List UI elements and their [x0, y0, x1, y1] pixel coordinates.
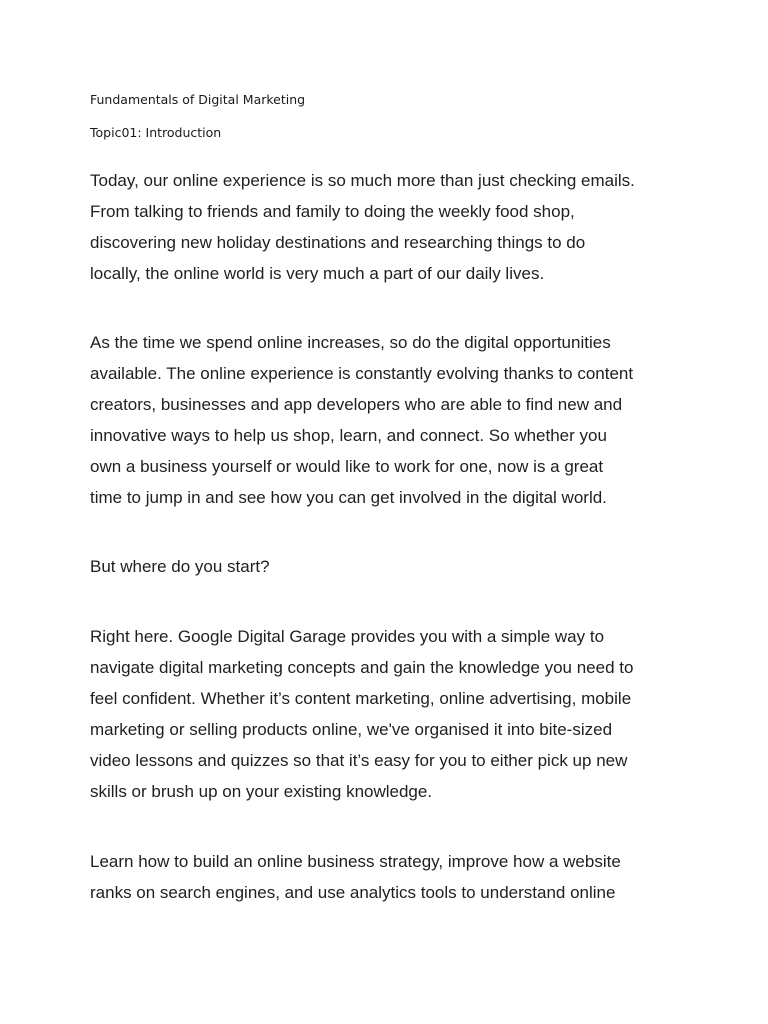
paragraph-opportunities — [90, 327, 690, 513]
text-line: locally, the online world is very much a part of our daily lives. — [90, 264, 545, 283]
text-line: Today, our online experience is so much more than just checking emails. — [90, 171, 635, 190]
text-line: Right here. Google Digital Garage provides you with a simple way to — [90, 627, 605, 646]
paragraph-question — [90, 551, 690, 582]
text-line: skills or brush up on your existing knowledge. — [90, 782, 433, 801]
text-line: innovative ways to help us shop, learn, and connect. So whether you — [90, 426, 607, 445]
text-line: But where do you start? — [90, 557, 270, 576]
document-title: Fundamentals of Digital Marketing — [90, 92, 306, 107]
text-line: As the time we spend online increases, so do the digital opportunities — [90, 333, 611, 352]
text-line: Learn how to build an online business strategy, improve how a website — [90, 852, 621, 871]
text-line: time to jump in and see how you can get involved in the digital world. — [90, 488, 607, 507]
paragraph-learn — [90, 846, 690, 908]
document-subtitle: Topic01: Introduction — [90, 125, 222, 140]
text-line: navigate digital marketing concepts and gain the knowledge you need to — [90, 658, 634, 677]
text-line: From talking to friends and family to doing the weekly food shop, — [90, 202, 575, 221]
text-line: video lessons and quizzes so that it’s easy for you to either pick up new — [90, 751, 628, 770]
text-line: available. The online experience is constantly evolving thanks to content — [90, 364, 634, 383]
text-line: feel confident. Whether it’s content marketing, online advertising, mobile — [90, 689, 632, 708]
text-line: creators, businesses and app developers who are able to find new and — [90, 395, 623, 414]
text-line: ranks on search engines, and use analytics tools to understand online — [90, 883, 616, 902]
text-line: own a business yourself or would like to work for one, now is a great — [90, 457, 604, 476]
paragraph-digital-garage — [90, 621, 690, 807]
text-line: discovering new holiday destinations and researching things to do — [90, 233, 586, 252]
text-line: marketing or selling products online, we've organised it into bite-sized — [90, 720, 613, 739]
paragraph-intro — [90, 165, 690, 289]
